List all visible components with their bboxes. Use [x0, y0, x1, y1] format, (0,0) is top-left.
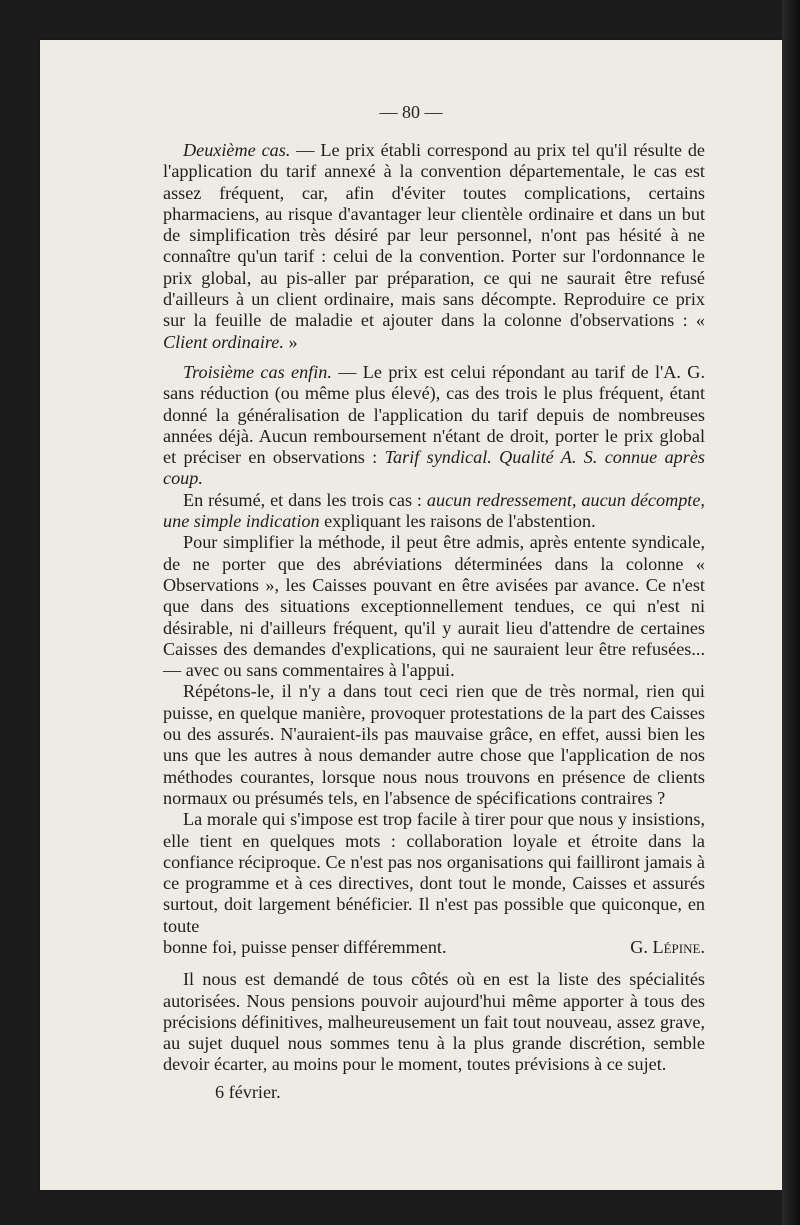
case-heading: Troisième cas enfin. [183, 361, 332, 382]
paragraph-repetons: Répétons-le, il n'y a dans tout ceci rien que de très normal, rien qui puisse, en quelque manière, provoquer protestations de la part des Caisses ou des assurés. N'auraient-ils pas mauvaise grâce, en effet, aussi bien les uns que les autres à nous demander autre chose que l'application de nos méthodes courantes, lorsque nous nous trouvons en présence de clients normaux ou présumés tels, en l'absence de spécifications contraires ? [163, 681, 705, 808]
paragraph-resume: En résumé, et dans les trois cas : aucun redressement, aucun décompte, une simple indication expliquant les raisons de l'abstention. [163, 489, 705, 532]
author-signature: G. Lépine. [630, 936, 705, 957]
observation-quote: Tarif syndical. Qualité A. S. connue après coup. [163, 447, 705, 489]
date-line: 6 février. [215, 1081, 281, 1102]
book-binding-edge [782, 0, 800, 1225]
closing-line [163, 937, 705, 958]
closing-text: bonne foi, puisse penser différemment. [163, 936, 447, 957]
paragraph-methode: Pour simplifier la méthode, il peut être admis, après entente syndicale, de ne porter que des abréviations déterminées dans la colonne « Observations », les Caisses pouvant en être avisées par avance. Ce n'est que dans des situations exceptionnellement tendues, ce qui n'est ni désirable, ni d'ailleurs fréquent, qu'il y aurait lieu d'attendre de certaines Caisses des demandes d'explications, qui ne sauraient leur être refusées... — avec ou sans commentaires à l'appui. [163, 532, 705, 681]
body-text [163, 140, 705, 1103]
page-number: — 80 — [379, 102, 443, 122]
paragraph-specialites: Il nous est demandé de tous côtés où en est la liste des spécialités autorisées. Nous pensions pouvoir aujourd'hui même apporter à tous des précisions définitives, malheureusement un fait tout nouveau, assez grave, au sujet duquel nous sommes tenu à la plus grande discrétion, semble devoir écarter, au moins pour le moment, toutes prévisions à ce sujet. [163, 969, 705, 1075]
paragraph-deuxieme-cas: Deuxième cas. — Le prix établi correspond au prix tel qu'il résulte de l'application du tarif annexé à la convention départementale, le cas est assez fréquent, car, afin d'éviter toutes complications, certains pharmaciens, au risque d'avantager leur clientèle ordinaire et dans un but de simplification très désiré par leur personnel, n'ont pas hésité à ne connaître qu'un tarif : celui de la convention. Porter sur l'ordonnance le prix global, au pis-aller par préparation, ce qui ne saurait être refusé d'ailleurs à un client ordinaire, mais sans décompte. Reproduire ce prix sur la feuille de maladie et ajouter dans la colonne d'observations : « Client ordinaire. » [163, 140, 706, 352]
paragraph-morale: La morale qui s'impose est trop facile à tirer pour que nous y insistions, elle tient en quelques mots : collaboration loyale et étroite dans la confiance réciproque. Ce n'est pas nos organisations qui failliront jamais à ce programme et à ces directives, dont tout le monde, Caisses et assurés surtout, doit largement bénéficier. Il n'est pas possible que quiconque, en toute [163, 809, 705, 936]
case-heading: Deuxième cas. [183, 140, 291, 160]
paragraph-troisieme-cas: Troisième cas enfin. — Le prix est celui répondant au tarif de l'A. G. sans réduction (ou même plus élevé), cas des trois le plus fréquent, étant donné la généralisation de l'application du tarif depuis de nombreuses années déjà. Aucun remboursement n'étant de droit, porter le prix global et préciser en observations : Tarif syndical. Qualité A. S. connue après coup. [163, 361, 705, 489]
emphasis: aucun redressement, aucun décompte, une simple indication [163, 489, 705, 532]
observation-quote: Client ordinaire. [163, 331, 284, 352]
document-page [40, 40, 782, 1190]
